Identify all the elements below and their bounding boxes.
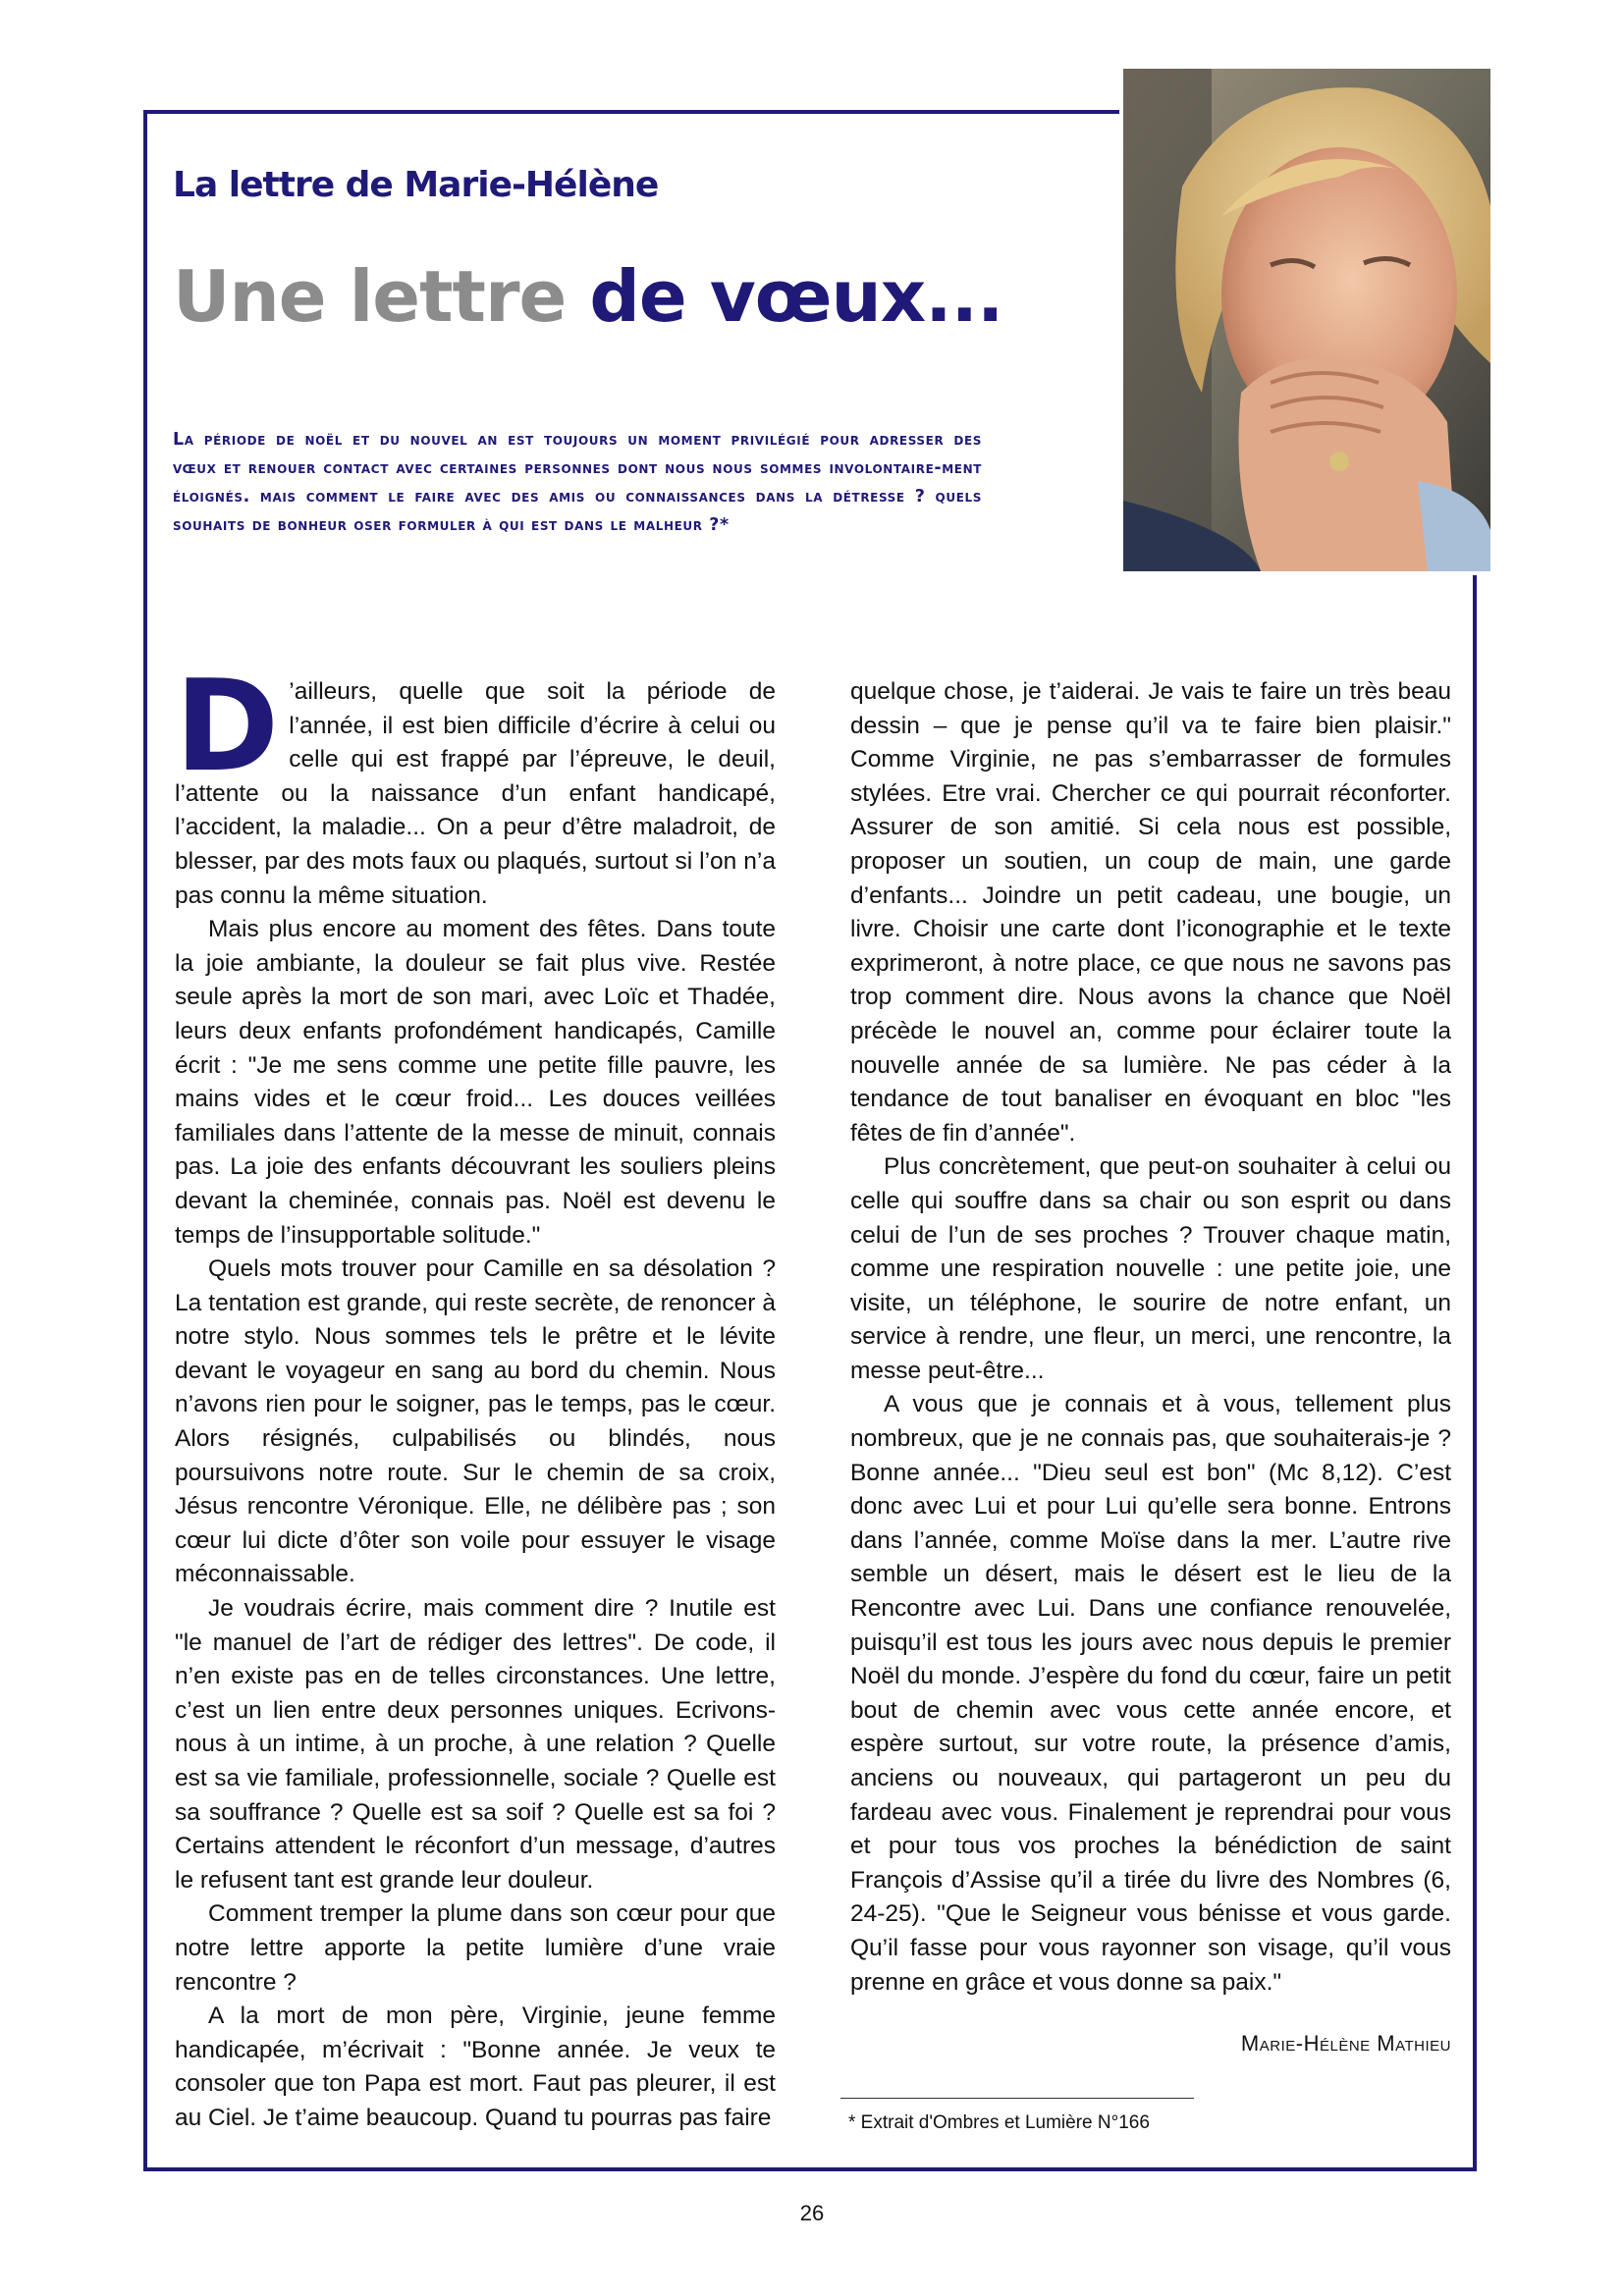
footnote-divider — [840, 2098, 1194, 2099]
footnote: * Extrait d'Ombres et Lumière N°166 — [848, 2112, 1150, 2133]
portrait-photo-icon — [1123, 69, 1490, 571]
paragraph: A la mort de mon père, Virginie, jeune femme handicapée, m’écrivait : "Bonne année. Je veux te consoler que ton Papa est mort. Faut pas pleurer, il est au Ciel. Je t’aime beaucoup. Quand tu pourras pas faire — [175, 2002, 776, 2131]
column-kicker: La lettre de Marie-Hélène — [173, 165, 659, 205]
drop-cap: D — [175, 654, 280, 800]
standfirst: La période de noël et du nouvel an est toujours un moment privilégié pour adresser des vœux et renouer contact avec certaines personnes dont nous nous sommes involontaire-ment éloignés. mais comment le faire avec des amis ou connaissances dans la détresse ? quels souhaits de bonheur oser formuler à qui est dans le malheur ?* — [173, 430, 982, 535]
paragraph: Comment tremper la plume dans son cœur pour que notre lettre apporte la petite lumière d’une vraie rencontre ? — [175, 1900, 776, 1996]
headline-blue-part: de vœux... — [589, 255, 1003, 338]
paragraph: Je voudrais écrire, mais comment dire ? Inutile est "le manuel de l’art de rédiger des lettres". De code, il n’en existe pas en de telles circonstances. Une lettre, c’est un lien entre deux personnes uniques. Ecrivons-nous à un intime, à un proche, à une relation ? Quelle est sa vie familiale, professionnelle, sociale ? Quelle est sa souffrance ? Quelle est sa soif ? Quelle est sa foi ? Certains attendent le réconfort d’un message, d’autres le refusent tant est grande leur douleur. — [175, 1595, 776, 1894]
author-portrait-photo — [1119, 65, 1494, 575]
paragraph-text: ’ailleurs, quelle que soit la période de l’année, il est bien difficile d’écrire à celui ou celle qui est frappé par l’épreuve, le deuil, l’attente ou la naissance d’un enfant handicapé, l’accident, la maladie... On a peur d’être maladroit, de blesser, par des mots faux ou plaqués, surtout si l’on n’a pas connu la même situation. — [175, 678, 776, 909]
right-column — [850, 675, 1451, 2061]
paragraph — [175, 654, 776, 913]
page-title — [173, 255, 1003, 338]
page-number: 26 — [799, 2201, 825, 2225]
paragraph: Plus concrètement, que peut-on souhaiter à celui ou celle qui souffre dans sa chair ou son esprit ou dans celui de l’un de ses proches ? Trouver chaque matin, comme une respiration nouvelle : une petite joie, une visite, un téléphone, le sourire de notre enfant, un service à rendre, une fleur, un merci, une rencontre, la messe peut-être... — [850, 1153, 1451, 1384]
left-column — [175, 654, 776, 2136]
headline-grey-part: Une lettre — [173, 255, 567, 338]
paragraph: Quels mots trouver pour Camille en sa désolation ? La tentation est grande, qui reste secrète, de renoncer à notre stylo. Nous sommes tels le prêtre et le lévite devant le voyageur en sang au bord du chemin. Nous n’avons rien pour le soigner, pas le temps, pas le cœur. Alors résignés, culpabilisés ou blindés, nous poursuivons notre route. Sur le chemin de sa croix, Jésus rencontre Véronique. Elle, ne délibère pas ; son cœur lui dicte d’ôter son voile pour essuyer le visage méconnaissable. — [175, 1255, 776, 1588]
paragraph: quelque chose, je t’aiderai. Je vais te faire un très beau dessin – que je pense qu’il va te faire bien plaisir." Comme Virginie, ne pas s’embarrasser de formules stylées. Etre vrai. Chercher ce qui pourrait réconforter. Assurer de son amitié. Si cela nous est possible, proposer un soutien, un coup de main, une garde d’enfants... Joindre un petit cadeau, une bougie, un livre. Choisir une carte dont l’iconographie et le texte exprimeront, à notre place, ce que nous ne savons pas trop comment dire. Nous avons la chance que Noël précède le nouvel an, comme pour éclairer toute la nouvelle année de sa lumière. Ne pas céder à la tendance de tout banaliser en évoquant en bloc "les fêtes de fin d’année". — [850, 678, 1451, 1147]
paragraph: A vous que je connais et à vous, tellement plus nombreux, que je ne connais pas, que souhaiterais-je ? Bonne année... "Dieu seul est bon" (Mc 8,12). C’est donc avec Lui et pour Lui qu’elle sera bonne. Entrons dans l’année, comme Moïse dans la mer. L’autre rive semble un désert, mais le désert est le lieu de la Rencontre avec Lui. Dans une confiance renouvelée, puisqu’il est tous les jours avec nous depuis le premier Noël du monde. J’espère du fond du cœur, faire un petit bout de chemin avec vous cette année encore, et espère surtout, sur votre route, la présence d’amis, anciens ou nouveaux, qui partageront un peu du fardeau avec vous. Finalement je reprendrai pour vous et pour tous vos proches la bénédiction de saint François d’Assise qu’il a tirée du livre des Nombres (6, 24-25). "Que le Seigneur vous bénisse et vous garde. Qu’il fasse pour vous rayonner son visage, qu’il vous prenne en grâce et vous donne sa paix." — [850, 1391, 1451, 1996]
paragraph: Mais plus encore au moment des fêtes. Dans toute la joie ambiante, la douleur se fait plus vive. Restée seule après la mort de son mari, avec Loïc et Thadée, leurs deux enfants profondément handicapés, Camille écrit : "Je me sens comme une petite fille pauvre, les mains vides et le cœur froid... Les douces veillées familiales dans l’attente de la messe de minuit, connais pas. La joie des enfants découvrant les souliers pleins devant la cheminée, connais pas. Noël est devenu le temps de l’insupportable solitude." — [175, 916, 776, 1249]
author-signature: Marie-Hélène Mathieu — [1240, 2031, 1451, 2056]
